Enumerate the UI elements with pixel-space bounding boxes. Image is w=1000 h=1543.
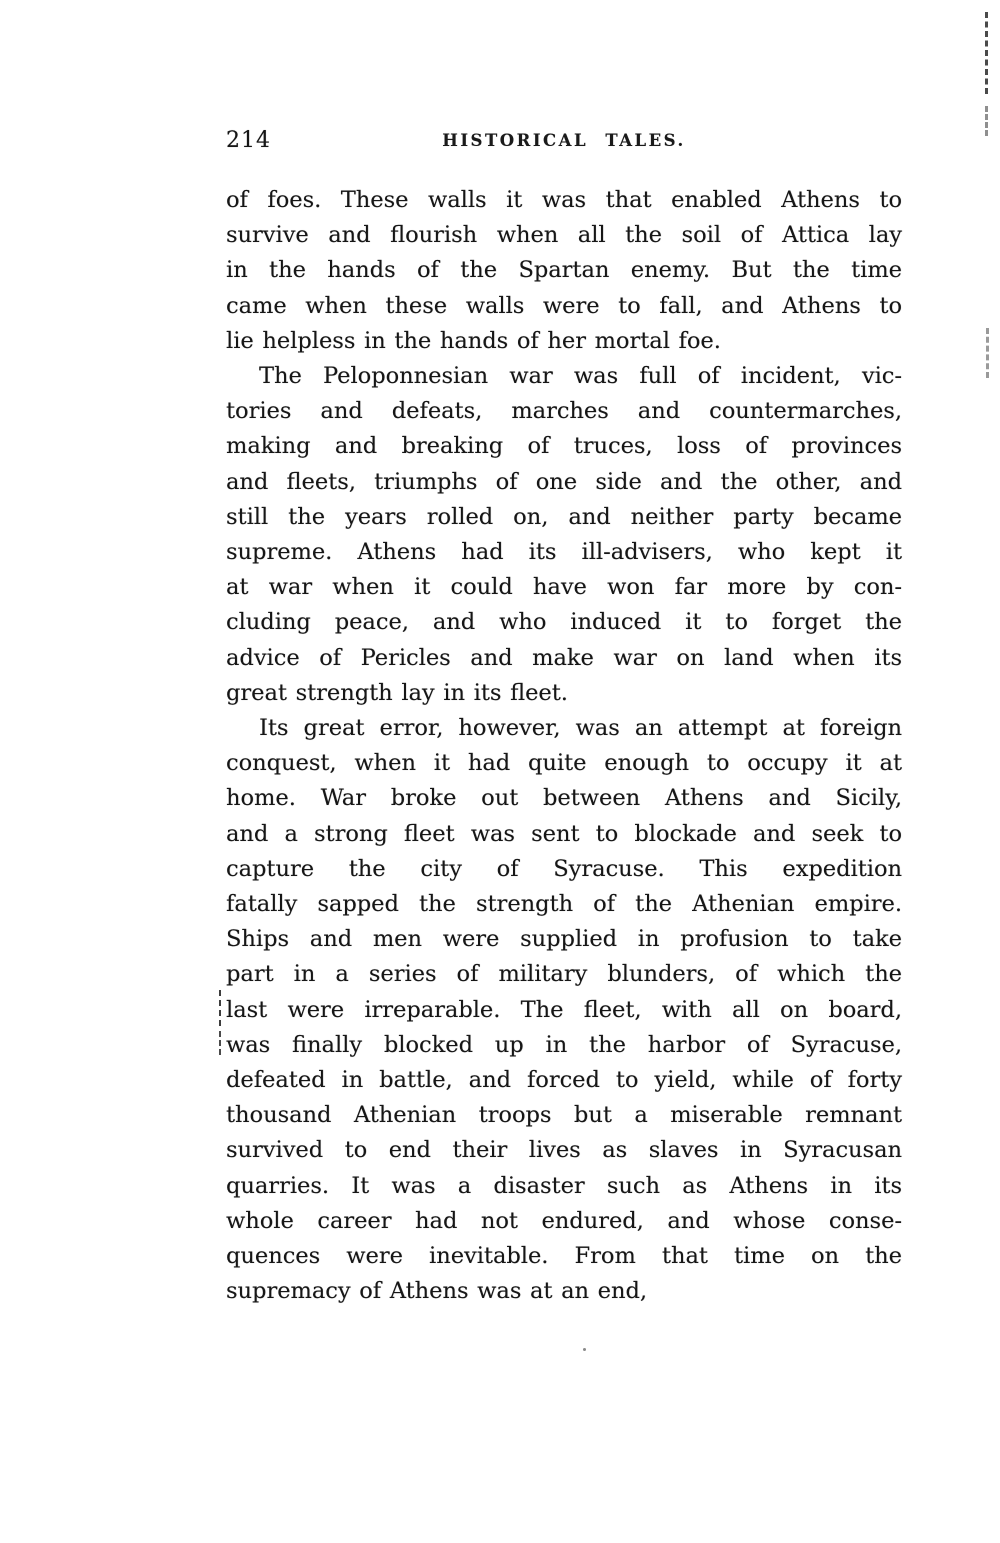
text-line: conquest, when it had quite enough to occupy it at	[226, 750, 902, 777]
text-line: survived to end their lives as slaves in Syracusan	[226, 1137, 902, 1164]
scan-artifact-speck	[583, 1348, 586, 1351]
text-line: of foes. These walls it was that enabled Athens to	[226, 187, 902, 213]
page-header	[226, 128, 902, 154]
scan-artifact-right-edge-lower	[986, 328, 989, 378]
scan-artifact-right-edge-top	[985, 12, 988, 94]
text-line: thousand Athenian troops but a miserable remnant	[226, 1102, 902, 1129]
text-line: quences were inevitable. From that time on the	[226, 1243, 902, 1270]
text-line: lie helpless in the hands of her mortal foe.	[226, 327, 721, 354]
text-line: great strength lay in its fleet.	[226, 679, 568, 706]
text-line: Its great error, however, was an attempt at foreign	[259, 715, 902, 742]
text-line: Ships and men were supplied in profusion to take	[226, 926, 902, 953]
text-line: defeated in battle, and forced to yield, while of forty	[226, 1067, 902, 1094]
paragraph	[226, 183, 902, 359]
paragraph	[226, 359, 902, 711]
scan-artifact-left-margin-upper	[219, 990, 221, 1026]
text-block	[226, 183, 902, 1310]
text-line: supreme. Athens had its ill-advisers, who kept it	[226, 539, 902, 566]
text-line: and fleets, triumphs of one side and the other, and	[226, 468, 902, 495]
text-line: tories and defeats, marches and countermarches,	[226, 398, 902, 425]
text-line: and a strong fleet was sent to blockade and seek to	[226, 820, 902, 847]
text-line: home. War broke out between Athens and Sicily,	[226, 785, 902, 812]
text-line: The Peloponnesian war was full of incident, vic-	[259, 363, 902, 390]
running-header: HISTORICAL TALES.	[442, 131, 686, 150]
paragraph	[226, 711, 902, 1309]
text-line: part in a series of military blunders, of which the	[226, 961, 902, 988]
text-line: in the hands of the Spartan enemy. But the time	[226, 257, 902, 284]
text-line: supremacy of Athens was at an end,	[226, 1278, 648, 1305]
text-line: making and breaking of truces, loss of provinces	[226, 433, 902, 460]
text-line: survive and flourish when all the soil of Attica lay	[226, 222, 902, 249]
text-line: came when these walls were to fall, and Athens to	[226, 292, 902, 319]
text-line: capture the city of Syracuse. This expedition	[226, 855, 902, 882]
text-line: last were irreparable. The fleet, with all on board,	[226, 996, 902, 1023]
scan-artifact-right-edge-mid	[985, 106, 988, 136]
text-line: cluding peace, and who induced it to forget the	[226, 609, 902, 636]
text-line: fatally sapped the strength of the Athenian empire.	[226, 891, 902, 918]
scan-artifact-left-margin-lower	[219, 1031, 221, 1055]
text-line: at war when it could have won far more by con-	[226, 574, 902, 601]
text-line: was finally blocked up in the harbor of Syracuse,	[226, 1031, 902, 1058]
page-number: 214	[226, 128, 271, 153]
text-line: still the years rolled on, and neither party became	[226, 503, 902, 530]
text-line: quarries. It was a disaster such as Athens in its	[226, 1172, 902, 1199]
text-line: whole career had not endured, and whose conse-	[226, 1207, 902, 1234]
text-line: advice of Pericles and make war on land when its	[226, 644, 902, 671]
